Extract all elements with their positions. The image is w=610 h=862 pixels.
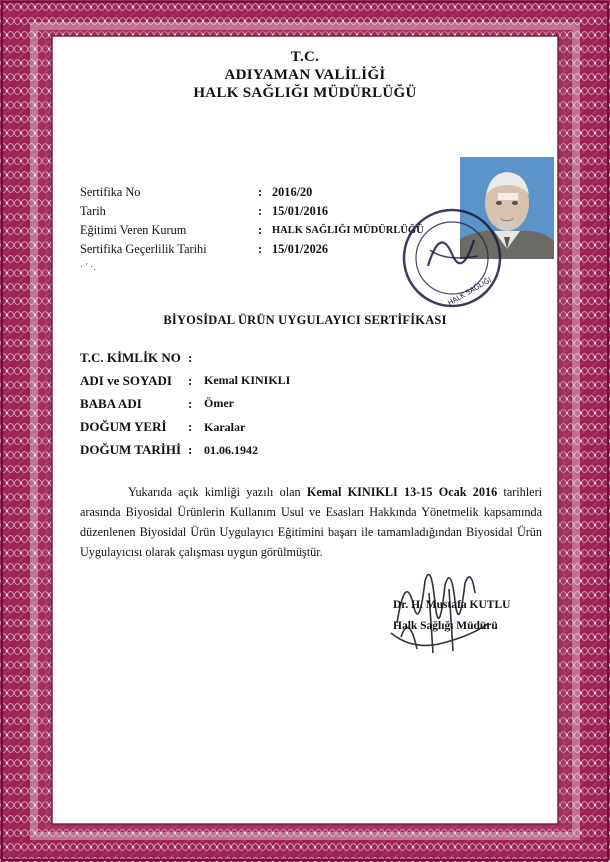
meta-label: Sertifika No [80, 185, 141, 199]
identity-row-tc-no [80, 346, 290, 369]
identity-row-name [80, 369, 290, 392]
meta-colon: : [258, 242, 263, 256]
body-text-part2: tarihleri arasında Biyosidal Ürünlerin Kullanım Usul ve Esasları Hakkında Yönetmelik kapsamında düzenlenen Biyosidal Ürün Uygulayıcı Eğitimini başarı ile tamamladığından Biyosidal Ürün Uygulayıcısı olarak çalışması uygun görülmüştür. [80, 485, 543, 559]
identity-row-birthplace [80, 416, 290, 439]
meta-colon: : [258, 185, 263, 199]
body-text-part1: Yukarıda açık kimliği yazılı olan [128, 485, 307, 499]
meta-row-date [80, 202, 424, 221]
meta-label: Eğitimi Veren Kurum [80, 223, 187, 237]
meta-value: 2016/20 [272, 185, 313, 199]
header-line-governorship: ADIYAMAN VALİLİĞİ [224, 67, 386, 83]
identity-value: Ömer [204, 396, 234, 411]
identity-label: ADI ve SOYADI [80, 372, 172, 388]
certificate-header [0, 48, 610, 102]
identity-colon: : [188, 349, 193, 365]
identity-colon: : [188, 395, 193, 411]
meta-value: 15/01/2016 [272, 204, 329, 218]
signatory-name: Dr. H. Mustafa KUTLU [393, 599, 511, 611]
identity-value: 01.06.1942 [204, 442, 258, 457]
body-text-bold: Kemal KINIKLI 13-15 Ocak 2016 [306, 485, 498, 499]
meta-colon: : [258, 223, 263, 237]
certificate-body-text [80, 482, 542, 562]
signatory-title: Halk Sağlığı Müdürü [393, 620, 498, 632]
identity-label: T.C. KİMLİK NO [80, 349, 181, 365]
identity-value: Karalar [204, 419, 246, 434]
certificate-title: BİYOSİDAL ÜRÜN UYGULAYICI SERTİFİKASI [163, 313, 447, 327]
meta-value: HALK SAĞLIĞI MÜDÜRLÜĞÜ [272, 225, 424, 236]
meta-label: Sertifika Geçerlilik Tarihi [80, 242, 207, 256]
header-line-tc: T.C. [290, 49, 320, 65]
identity-colon: : [188, 372, 193, 388]
header-line-directorate: HALK SAĞLIĞI MÜDÜRLÜĞÜ [193, 85, 417, 101]
identity-colon: : [188, 419, 193, 435]
meta-row-certificate-no [80, 183, 424, 202]
identity-label: DOĞUM YERİ [80, 419, 167, 435]
signatory-block [393, 595, 510, 637]
identity-value: Kemal KINIKLI [204, 373, 291, 388]
identity-row-father [80, 392, 290, 415]
identity-colon: : [188, 442, 193, 458]
official-stamp [400, 206, 504, 310]
meta-row-institution [80, 221, 424, 240]
certificate-meta [80, 183, 424, 259]
meta-label: Tarih [80, 204, 106, 218]
identity-label: BABA ADI [80, 395, 142, 411]
meta-colon: : [258, 204, 263, 218]
identity-block [80, 346, 290, 462]
stamp-text: HALK SAĞLIĞI [446, 275, 493, 308]
meta-row-validity [80, 240, 424, 259]
identity-row-birthdate [80, 439, 290, 462]
identity-label: DOĞUM TARİHİ [80, 442, 181, 458]
scan-marks: · ' ·. [80, 262, 96, 273]
meta-value: 15/01/2026 [272, 242, 329, 256]
